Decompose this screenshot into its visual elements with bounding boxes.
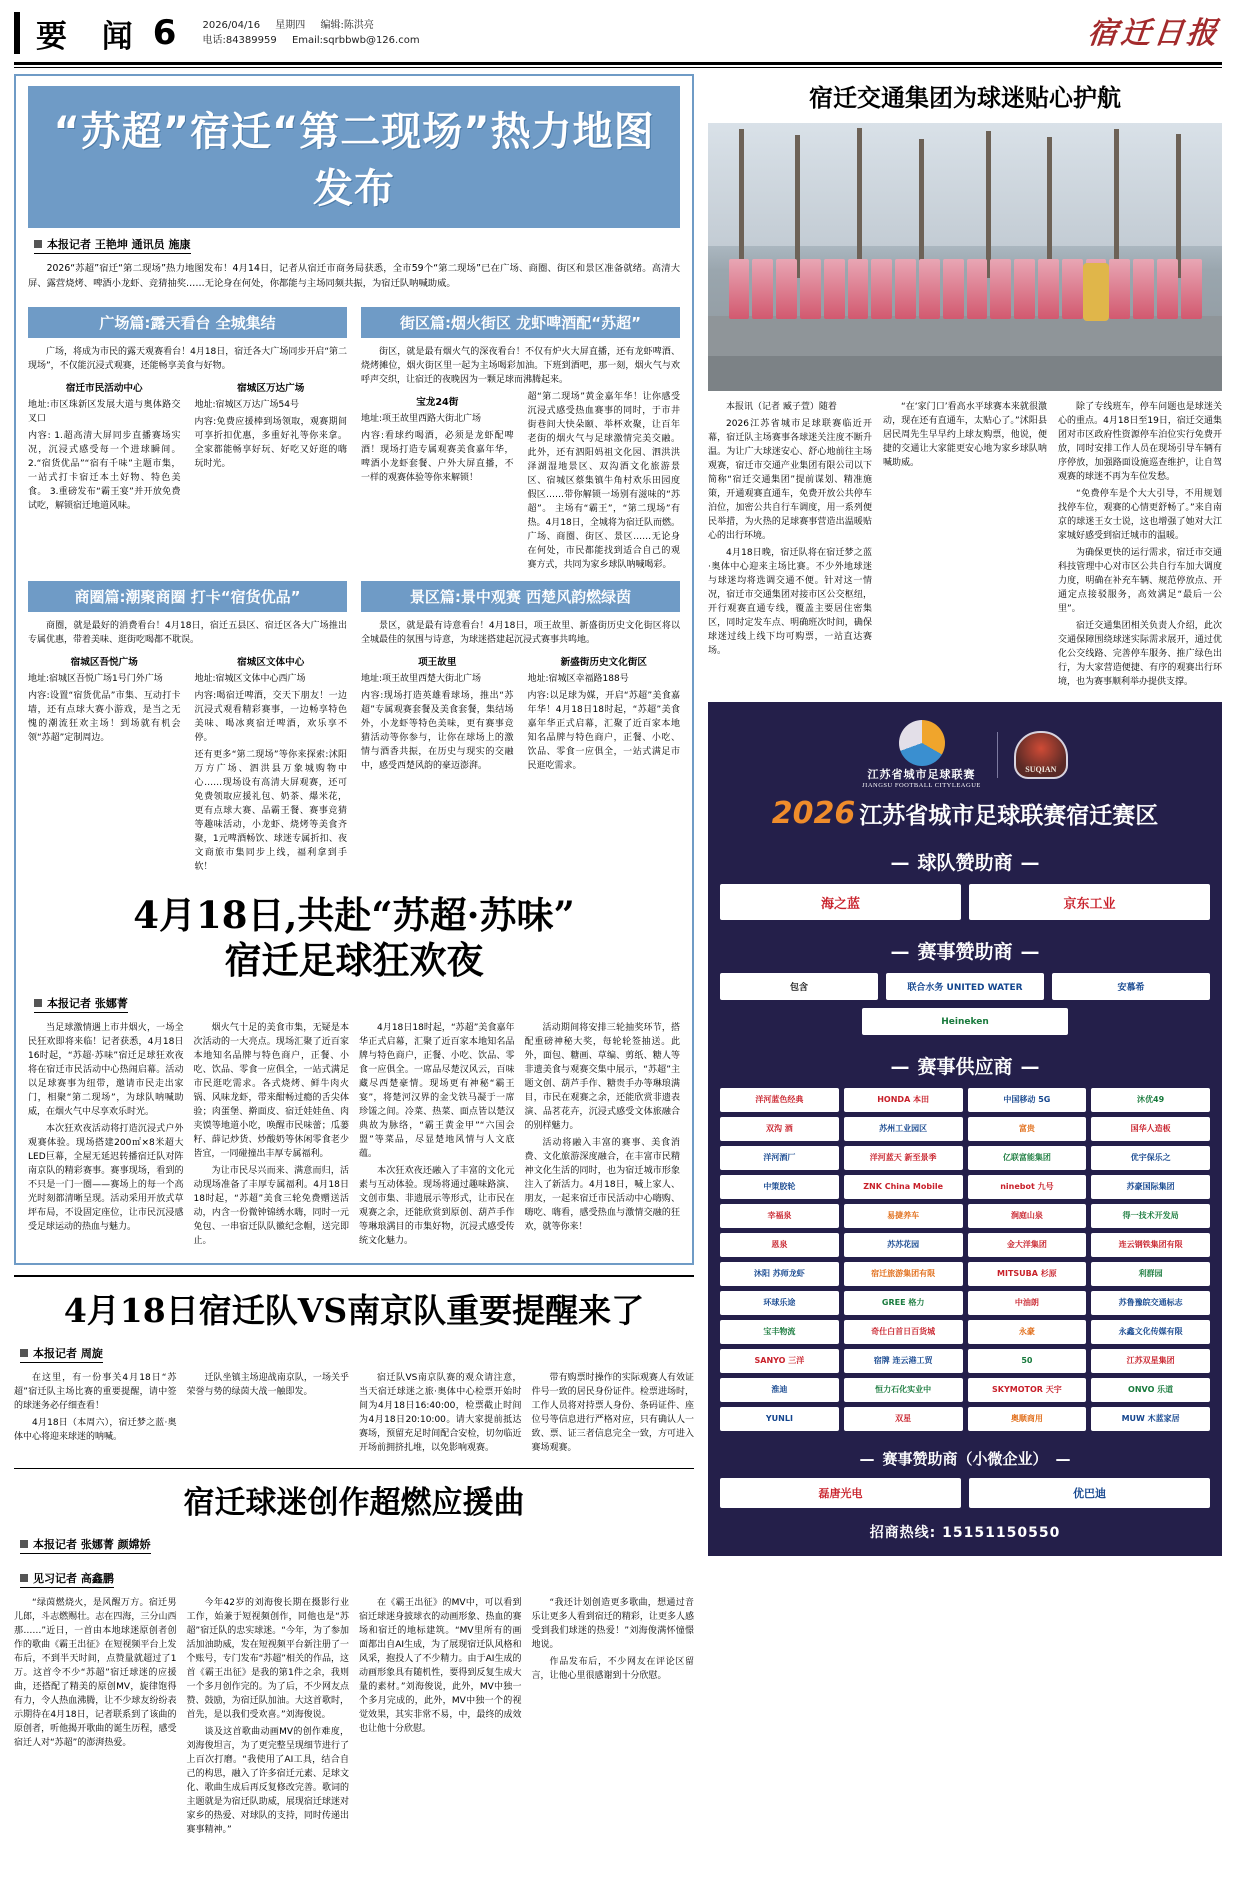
team-sponsors-row [720,884,1210,920]
venue-address: 地址:市区珠新区发展大道与奥体路交叉口 [28,400,181,424]
sponsor-logo[interactable]: 安慕希 [1052,973,1210,1000]
paragraph: 烟火气十足的美食市集，无疑是本次活动的一大亮点。现场汇聚了近百家本地知名品牌与特色商户，正餐、小吃、饮品、零食一应俱全，一站式满足市民逛吃需求。各式烧烤、鲜牛肉火锅、风味龙虾，带来酣畅过瘾的舌尖体验；肉蛋堡、擀面皮、宿迁娃娃鱼、肉夹馍等地道小吃，唤醒市民味蕾；瓜蒌籽、薛记炒货、炒酸奶等休闲零食老少皆宜，一同碰撞出丰厚专属福利。 [193,1023,350,1160]
paragraph: “在‘家门口’看高水平球赛本来就很激动，现在还有直通车，太贴心了。”沭阳县居民周先生早早约上球友购票，他说，便捷的交通让大家能更安心地为家乡球队呐喊助威。 [883,402,1047,468]
paragraph: 活动将融入丰富的赛事、美食消费、文化旅游深度融合，在丰富市民精神文化生活的同时，也为宿迁城市形象注入了新活力。4月18日，喊上家人、朋友，一起来宿迁市民活动中心嗨购、嗨吃、嗨看，感受热血与激情交融的狂欢，就等你来！ [524,1138,681,1233]
sponsor-logo[interactable]: 优巴迪 [969,1478,1210,1508]
sponsor-logo[interactable]: Heineken [862,1008,1068,1035]
venue-content: 内容:以足球为媒，开启“苏超”美食嘉年华！4月18日18时起，“苏超”美食嘉年华正式启幕，汇聚了近百家本地知名品牌与特色商户，正餐、小吃、饮品、零食一应俱全，一站式满足市民逛吃需求。 [527,691,681,771]
section-mall-intro: 商圈，就是最好的消费看台！4月18日，宿迁五县区、宿迁区各大广场推出专属优惠，带着美味、逛街吃喝都不耽误。 [28,621,348,645]
section-street [361,301,680,575]
article1-headline: “苏超”宿迁“第二现场”热力地图发布 [53,109,655,212]
supplier-logo[interactable]: 利群园 [1091,1262,1210,1286]
phone: 电话:84389959 [202,35,277,46]
bullet-square-icon [20,1574,28,1582]
article4-headline: 宿迁球迷创作超燃应援曲 [183,1484,525,1521]
hotline-text: 招商热线: 15151150550 [869,1525,1061,1541]
supplier-logo[interactable]: SANYO 三洋 [720,1349,839,1373]
micro-sponsors-label: — 赛事赞助商（小微企业） — [859,1450,1071,1468]
photo-worker [1083,263,1109,321]
publish-date: 2026/04/16 [202,20,261,31]
paragraph: 在《霸王出征》的MV中，可以看到宿迁球迷身披球衣的动画形象、热血的赛场和宿迁的地标建筑。“MV里所有的画面都出自AI生成，为了展现宿迁队风格和风采，抱投人了不少精力。由于AI生成的动画形象具有随机性，要得到反复生成大量的素材。”刘海俊说，此外，MV中独一个多月完成的，此外，MV中独一个的视觉效果，其实非常不易，中，最终的成效也让他十分欣慰。 [359,1598,522,1735]
supplier-logo[interactable]: HONDA 本田 [844,1088,963,1112]
supplier-logo[interactable]: 中油朗 [968,1291,1087,1315]
right-article-body [708,400,1222,692]
paragraph: 谈及这首歌曲动画MV的创作难度，刘海俊坦言，为了更完整呈现细节进行了上百次打磨。“我使用了AI工具，结合自己的构思，融入了许多宿迁元素、足球文化、歌曲生成后再反复修改完善。歌词的主题就是为宿迁队助威，展现宿迁球迷对家乡的热爱、对球队的支持，同时传递出赛事精神。” [186,1727,350,1836]
paragraph: 宿迁交通集团相关负责人介绍，此次交通保障围绕球迷实际需求展开，通过优化公交线路、完善停车服务、推广绿色出行，为大家营造便捷、有序的观赛出行环境，也为赛事顺利举办提供支撑。 [1058,621,1222,687]
article1-banner [28,86,680,228]
paragraph: 4月18日晚，宿迁队将在宿迁梦之蓝·奥体中心迎来主场比赛。不少外地球迷与球迷均将选调交通不便。针对这一情况，宿迁市交通集团对接市区公交枢纽，开行观赛直通专线，覆盖主要居住密集区，同时定发车点、明确班次时间，确保球迷过线上线下均可购票，一站直达赛场。 [708,548,873,656]
paragraph: 今年42岁的刘海俊长期在摄影行业工作，始兼于短视频创作，同他也是“苏超”宿迁队的忠实球迷。“今年，为了参加活加油助威，发在短视频平台新注册了一个账号，专门发布“苏超”相关的作品，这首《霸王出征》是我的第1件之余，我则一个多月创作完的。为了后，不少网友点赞、鼓励，为宿迁队加油。大这首歌时，首先，是以我们受欢喜。”刘海俊说。 [186,1598,350,1721]
event-sponsors-row [720,973,1210,1000]
article2-body [28,1021,680,1251]
paragraph: 本次狂欢夜还融入了丰富的文化元素与互动体验。现场将通过趣味路演、文创市集、非遗展示等形式，让市民在观赛之余，还能欣赏到原创、葫芦手作等琳琅满目的市集好物，沉浸式感受传统文化魅力。 [359,1166,515,1247]
article4-body [14,1596,694,1840]
editor: 编辑:陈洪亮 [320,20,374,31]
section-plaza [28,301,347,575]
section-scenic-header: 景区篇:景中观赛 西楚风韵燃绿茵 [361,581,680,612]
league-logo-icon [899,720,945,766]
section-mall-extra: 还有更多“第二现场”等你来探索:沭阳万方广场、泗洪县万象城购物中心……现场设有高清大屏观赛，还可免费领取应援礼包、奶茶、爆米花，更有点球大赛、品霸王餐、赛事竞猜等趣味活动，小龙虾、烧烤等美食齐聚，1元啤酒畅饮、球迷专属折扣、夜文商旅市集同步上线，福利拿到手软！ [194,750,347,872]
right-column [708,74,1222,1840]
bullet-square-icon [20,1349,28,1357]
supplier-logo[interactable]: 中国移动 5G [968,1088,1087,1112]
supplier-logo[interactable]: 恒力石化实业中 [844,1378,963,1402]
supplier-logo[interactable]: ZNK China Mobile [844,1175,963,1199]
event-sponsors-label: — 赛事赞助商 — [890,941,1040,963]
paragraph: 带有购票时操作的实际观赛人有效证件号一致的居民身份证件。检票进场时，工作人员将对持票人身份、条码证件、座位号等信息进行严格对应，只有确认人一致、票、证三者信息完全一致，方可进入赛场观赛。 [531,1372,695,1453]
venue-name: 宿城区万达广场 [237,383,305,394]
page-columns [0,68,1236,1840]
paragraph: 当足球激情遇上市井烟火，一场全民狂欢即将来临！记者获悉，4月18日16时起，“苏超·苏味”宿迁足球狂欢夜将在宿迁市民活动中心热闹启幕。活动以足球赛事为纽带，邀请市民走出家门，相聚“第二现场”，为球队呐喊助威，在烟火气中尽享欢乐时光。 [28,1023,184,1118]
supplier-logo[interactable]: 宿牌 连云港工贸 [844,1349,963,1373]
venue-name: 宝龙24街 [416,397,459,408]
paragraph: 作品发布后，不少网友在评论区留言，让他心里很感谢到十分欣慰。 [531,1657,695,1682]
paragraph: 2026江苏省城市足球联赛临近开幕，宿迁队主场赛事各球迷关注度不断升温。为让广大球迷安心、舒心地前往主场观赛，宿迁市交通产业集团有限公司以下简称“宿迁交通集团”提前谋划、精准施策，开通观赛直通车，免费开放公共停车泊位，加密公共自行车调度，用一系列便民举措，为火热的足球赛事营造出温暖贴心的出行环境。 [708,419,873,541]
supplier-logo[interactable]: 永豪 [968,1320,1087,1344]
venue-content: 内容:看球约喝酒，必须是龙虾配啤酒！现场打造专属观赛美食嘉年华，啤酒小龙虾套餐、户外大屏直播，不一样的观赛体验等你来解锁！ [361,431,514,483]
paragraph: 除了专线班车，停车问题也是球迷关心的重点。4月18日至19日，宿迁交通集团对市区政府性资源停车泊位实行免费开放，同时安排工作人员在现场引导车辆有序停放，加强路面设施巡查维护，让自驾观赛的球迷不再为车位发愁。 [1058,402,1222,482]
supplier-logo[interactable]: MITSUBA 杉原 [968,1262,1087,1286]
article3-body [14,1371,694,1458]
venue-name: 项王故里 [418,657,457,668]
sponsor-logo[interactable]: 包含 [720,973,878,1000]
paragraph: 4月18日（本周六），宿迁梦之蓝·奥体中心将迎来球迷的呐喊。 [14,1417,177,1442]
paragraph: 4月18日18时起，“苏超”美食嘉年华正式启幕，汇聚了近百家本地知名品牌与特色商户，正餐、小吃、饮品、零食一应俱全。一席品尽楚汉风云，百味藏尽西楚豪情。现场更有神秘“霸王宴”，将楚河汉界的金戈铁马凝于一席珍馐之间。冷菜、热菜、面点皆以楚汉典故为脉络，“霸王黄金甲”“六国会盟”等菜品，尽显楚地风情与人文底蕴。 [359,1023,515,1160]
bullet-square-icon [34,240,42,248]
supplier-logo[interactable]: SKYMOTOR 天宇 [968,1378,1087,1402]
paragraph: 为确保更快的运行需求，宿迁市交通科技管理中心对市区公共自行车加大调度力度，明确在补充车辆、规范停放点、开通定点接驳服务，高效满足“最后一公里”。 [1058,548,1222,614]
section-plaza-intro: 广场，将成为市民的露天观赛看台！4月18日，宿迁各大广场同步开启“第二现场”，不仅能沉浸式观赛，还能畅享美食与好物。 [28,347,348,371]
section-mall [28,575,347,877]
supplier-logo[interactable]: 洋河酒厂 [720,1146,839,1170]
venue-name: 宿迁市民活动中心 [65,383,143,394]
bullet-square-icon [20,1540,28,1548]
masthead-divider [14,62,1222,65]
photo-shared-bikes [729,259,1202,319]
sponsor-logo[interactable]: 联合水务 UNITED WATER [886,973,1044,1000]
supplier-logo[interactable]: 沐优49 [1091,1088,1210,1112]
suppliers-grid [720,1088,1210,1431]
sponsor-poster-ad [708,702,1222,1556]
section-street-extra: 超“第二现场”黄金嘉年华！让你感受沉浸式感受热血赛事的同时，于市井街巷间大快朵颐、举杯欢聚，让百年老街的烟火气与足球激情完美交融。 此外，还有泗阳妈祖文化园、泗洪洪泽湖湿地景区、双沟酒文化旅游景区、宿城区蔡集镇牛角村欢乐田园度假区……带你解锁一场别有滋味的“苏超”。 主场有“霸王”，“第二现场”有热。4月18日，全城将为宿迁队而燃。广场、商圈、街区、景区……无论身在何处，市民都能找到适合自己的观赛方式，共同为家乡球队呐喊喝彩。 [527,392,681,570]
venue-name: 新盛街历史文化街区 [560,657,647,668]
venue-name: 宿城区吾悦广场 [70,657,138,668]
paragraph: 迁队坐镇主场迎战南京队，一场关乎荣誉与势的绿茵大战一触即发。 [186,1372,350,1397]
supplier-logo[interactable]: 富贵 [968,1117,1087,1141]
masthead-meta [202,18,431,48]
venue-address: 地址:宿城区文体中心西广场 [194,674,306,684]
weekday: 星期四 [275,20,306,31]
left-column [14,74,694,1840]
news-photo [708,123,1222,391]
bullet-square-icon [34,999,42,1007]
section-mall-header: 商圈篇:潮聚商圈 打卡“宿货优品” [28,581,347,612]
supplier-logo[interactable]: 双星 [844,1407,963,1431]
micro-sponsors-row [720,1478,1210,1508]
supplier-logo[interactable]: YUNLI [720,1407,839,1431]
sponsor-logo[interactable]: 磊唐光电 [720,1478,961,1508]
supplier-logo[interactable]: 淮迪 [720,1378,839,1402]
supplier-logo[interactable]: 宿迁旅游集团有限 [844,1262,963,1286]
article1-lead: 2026“苏超”宿迁“第二现场”热力地图发布！4月14日，记者从宿迁市商务局获悉，全市59个“第二现场”已在广场、商圈、街区和景区准备就绪。高清大屏、露营烧烤、啤酒小龙虾、竞猜抽奖……无论身在何处，你都能与主场同频共振，为宿迁队呐喊助威。 [28,263,681,289]
venue-content: 内容: 1.超高清大屏同步直播赛场实况，沉浸式感受每一个进球瞬间。 2.“宿货优品”“宿有千味”主题市集，一站式打卡宿迁本土好物、特色美食。 3.重磅发布“霸王宴”并开放免费试吃，解锁宿迁地道风味。 [28,431,181,511]
supplier-logo[interactable]: 得一技术开发局 [1091,1204,1210,1228]
supplier-logo[interactable]: 苏豪国际集团 [1091,1175,1210,1199]
supplier-logo[interactable]: 苏苏花园 [844,1233,963,1257]
article4-divider [14,1468,694,1469]
section-scenic [361,575,680,877]
article3-headline: 4月18日宿迁队VS南京队重要提醒来了 [63,1291,645,1331]
photo-road [708,356,1222,391]
right-article-headline: 宿迁交通集团为球迷贴心护航 [809,84,1122,112]
supplier-logo[interactable]: 涧庭山泉 [968,1204,1087,1228]
venue-content: 内容:设置“宿货优品”市集、互动打卡墙，还有点球大赛小游戏，是当之无愧的潮流狂欢主场！到场就有机会领“苏超”定制周边。 [28,691,181,743]
section-scenic-intro: 景区，就是最有诗意看台！4月18日，项王故里、新盛街历史文化街区将以全城最佳的氛围与诗意，为球迷搭建起沉浸式赛事共鸣地。 [361,621,681,645]
supplier-logo[interactable]: 洋河蓝天 新至景季 [844,1146,963,1170]
venue-address: 地址:宿城区万达广场54号 [194,400,299,410]
supplier-logo[interactable]: 幸福泉 [720,1204,839,1228]
supplier-logo[interactable]: ONVO 乐道 [1091,1378,1210,1402]
article2-headline-line1: 4月18日,共赴“苏超·苏味” [133,893,575,937]
poster-year: 2026 [771,796,856,831]
paragraph: 本次狂欢夜活动将打造沉浸式户外观赛体验。现场搭建200㎡×8米超大LED巨幕，全屋无延迟转播宿迁队对阵南京队的精彩赛事。赛事现场，看到的不只是一门一圈——赛场上的每一个高光时刻都清晰呈现。活动采用开放式草坪布局，不设固定座位，让市民沉浸感受足球运动的热血与魅力。 [28,1124,184,1233]
supplier-logo[interactable]: 亿联富能集团 [968,1146,1087,1170]
supplier-logo[interactable]: 环球乐途 [720,1291,839,1315]
supplier-logo[interactable]: 易捷养车 [844,1204,963,1228]
supplier-logo[interactable]: 洋河蓝色经典 [720,1088,839,1112]
section-title: 要 闻 [36,18,145,55]
paragraph: 活动期间将安排三轮抽奖环节，搭配重磅神秘大奖，每轮轮签抽送。此外，面包、糖画、草编、剪纸、糖人等非遗美食与观赛交集中展示，“苏超”主题文创、葫芦手作、糖贵手办等琳琅满目，市民在观赛之余，还能欣赏非遗表演、品茗花卉，沉浸式感受文体旅融合的别样魅力。 [524,1023,681,1132]
poster-title: 江苏省城市足球联赛宿迁赛区 [859,803,1159,829]
article2-byline: 本报记者 张娜菁 [34,995,128,1013]
right-byline: 本报讯（记者 臧子萱）随着 [726,402,837,412]
venue-content: 内容:现场打造英雄看球场，推出“苏超”专属观赛套餐及美食套餐，集结场外，小龙虾等特色美味，更有赛事竞猜活动等你参与，让你在球场上的激情与酒香共振，在历史与现实的交融中，感受西楚风韵的豪迈澎湃。 [361,691,514,771]
supplier-logo[interactable]: 奇仕白首日百货城 [844,1320,963,1344]
supplier-logo[interactable]: 50 [968,1349,1087,1373]
supplier-logo[interactable]: 江苏双星集团 [1091,1349,1210,1373]
poster-logos [720,714,1210,791]
masthead [0,0,1236,60]
article4-byline1: 本报记者 张娜菁 颜嫦娇 [20,1536,151,1554]
paragraph: 为让市民尽兴而来、满意而归，活动现场准备了丰厚专属福利。4月18日18时起，“苏超”美食三轮免费赠送活动，内含一份微钟锦绣水嗨，同时一元免包、一串宿迁队队徽纪念帽，送完即止。 [193,1166,350,1247]
supplier-logo[interactable]: 金大洋集团 [968,1233,1087,1257]
supplier-logo[interactable]: 奥顺商用 [968,1407,1087,1431]
supplier-logo[interactable]: GREE 格力 [844,1291,963,1315]
article2-headline-line2: 宿迁足球狂欢夜 [224,938,484,983]
section-row-2 [28,575,680,877]
team-sponsors-label: — 球队赞助商 — [890,852,1040,874]
venue-name: 宿城区文体中心 [237,657,305,668]
event-sponsor-extra-row [862,1008,1068,1035]
paragraph: 宿迁队VS南京队赛的观众请注意，当天宿迁球迷之旅·奥体中心检票开始时间为4月18日16:40:00，检票截止时间为4月18日20:10:00。请大家提前抵达赛场，预留充足时间配合安检，切勿临近开场前拥挤扎堆，以免影响观赛。 [359,1372,522,1453]
paragraph: “免费停车是个大大引导，不用规划找停车位，观赛的心情更舒畅了。”来自南京的球迷王女士说，这也增强了她对大江家城好感受到宿迁城市的温暖。 [1058,489,1222,541]
venue-address: 地址:宿城区幸福路188号 [527,674,629,684]
email: Email:sqrbbwb@126.com [291,35,420,46]
article1-byline: 本报记者 王艳坤 通讯员 施康 [34,236,191,254]
section-row-1 [28,301,680,575]
photo-trees [708,123,1222,278]
supplier-logo[interactable]: 苏鲁豫皖交通标志 [1091,1291,1210,1315]
paper-logo: 宿迁日报 [1085,16,1222,51]
venue-address: 地址:项王故里西楚大街北广场 [361,674,482,684]
league-logo-text: 江苏省城市足球联赛 JIANGSU FOOTBALL CITYLEAGUE [862,769,981,789]
supplier-logo[interactable]: 优宇保乐之 [1091,1146,1210,1170]
supplier-logo[interactable]: 国华人造板 [1091,1117,1210,1141]
supplier-logo[interactable]: 连云钢铁集团有限 [1091,1233,1210,1257]
section-street-header: 街区篇:烟火街区 龙虾啤酒配“苏超” [361,307,680,338]
sponsor-logo[interactable]: 京东工业 [969,884,1210,920]
article4-byline2: 见习记者 高鑫鹏 [20,1570,114,1588]
supplier-logo[interactable]: 恩泉 [720,1233,839,1257]
venue-address: 地址:项王故里西路大街北广场 [361,414,482,424]
supplier-logo[interactable]: 永鑫文化传媒有限 [1091,1320,1210,1344]
paragraph: “我还计划创造更多歌曲，想通过音乐让更多人看到宿迁的精彩，让更多人感受到我们球迷的热爱！”刘海俊满怀憧憬地说。 [531,1598,695,1651]
sponsor-logo[interactable]: 海之蓝 [720,884,961,920]
supplier-logo[interactable]: 沐阳 苏师龙虾 [720,1262,839,1286]
venue-content: 内容:免费应援棒到场领取，观赛期间可享折扣优惠，多重好礼等你来拿。全家都能畅享好玩、好吃又好逛的嗨玩时光。 [194,417,347,469]
article-heatmap [14,74,694,1265]
supplier-logo[interactable]: ninebot 九号 [968,1175,1087,1199]
section-plaza-header: 广场篇:露天看台 全城集结 [28,307,347,338]
article2-headline [28,893,680,983]
masthead-rule-left [14,12,20,54]
supplier-logo[interactable]: 苏州工业园区 [844,1117,963,1141]
paragraph: “绿茵燃烧火，是风醒万方。宿迁男儿郎，斗志燃赐壮。志在四海，三分山西那……”近日，一首由本地球迷原创者创作的歌曲《霸王出征》在短视频平台上发布后，不到半天时间，点赞量就超过了1万。这首令不少“苏超”宿迁球迷的应援曲，还搭配了精美的原创MV，旋律饱得有力，令人热血沸腾，让不少球友纷纷表示期待在4月18日，记者联系到了该曲的原创者，听他揭开歌曲的诞生历程，感受宿迁人对“苏超”的澎湃热爱。 [14,1598,177,1749]
team-badge-icon: SUQIAN [1014,731,1068,779]
venue-content: 内容:喝宿迁啤酒，交天下朋友！一边沉浸式观看精彩赛事，一边畅享特色美味、喝冰爽宿迁啤酒，欢乐享不停。 [194,691,347,743]
supplier-logo[interactable]: 宝丰物流 [720,1320,839,1344]
suppliers-label: — 赛事供应商 — [890,1056,1040,1078]
article3-divider [14,1275,694,1277]
supplier-logo[interactable]: 中策胶轮 [720,1175,839,1199]
page-number: 6 [152,13,177,53]
poster-title-line [720,796,1210,831]
venue-address: 地址:宿城区吾悦广场1号门外广场 [28,674,163,684]
logo-divider [997,732,998,778]
article3-byline: 本报记者 周旋 [20,1345,103,1363]
supplier-logo[interactable]: 双沟 酒 [720,1117,839,1141]
supplier-logo[interactable]: MUW 木蓝家居 [1091,1407,1210,1431]
paragraph: 在这里，有一份事关4月18日“苏超”宿迁队主场比赛的重要提醒，请中签的球迷务必仔细查看！ [14,1372,177,1411]
section-street-intro: 街区，就是最有烟火气的深夜看台！不仅有炉火大屏直播，还有龙虾啤酒、烧烤摊位，烟火街区里一起为主场喝彩加油。下班到酒吧，那一刻，烟火气与欢呼声交织，让宿迁的夜晚因为一颗足球而沸腾起来。 [361,347,681,385]
